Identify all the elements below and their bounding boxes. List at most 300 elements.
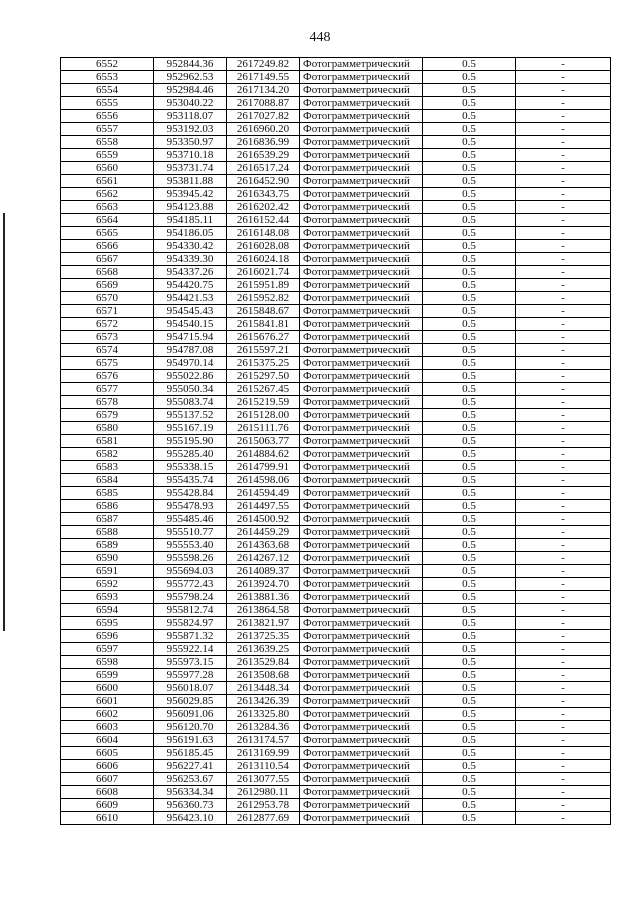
accuracy-cell: 0.5 — [423, 539, 516, 552]
accuracy-cell: 0.5 — [423, 396, 516, 409]
x-coordinate-cell: 954420.75 — [154, 279, 227, 292]
point-number-cell: 6556 — [61, 110, 154, 123]
x-coordinate-cell: 954330.42 — [154, 240, 227, 253]
y-coordinate-cell: 2615848.67 — [227, 305, 300, 318]
method-cell: Фотограмметрический — [300, 630, 423, 643]
note-cell: - — [516, 721, 611, 734]
x-coordinate-cell: 956227.41 — [154, 760, 227, 773]
method-cell: Фотограмметрический — [300, 214, 423, 227]
accuracy-cell: 0.5 — [423, 682, 516, 695]
y-coordinate-cell: 2615841.81 — [227, 318, 300, 331]
point-number-cell: 6553 — [61, 71, 154, 84]
accuracy-cell: 0.5 — [423, 383, 516, 396]
y-coordinate-cell: 2614459.29 — [227, 526, 300, 539]
y-coordinate-cell: 2615297.50 — [227, 370, 300, 383]
method-cell: Фотограмметрический — [300, 110, 423, 123]
note-cell: - — [516, 318, 611, 331]
table-row — [61, 409, 611, 422]
method-cell: Фотограмметрический — [300, 552, 423, 565]
table-row — [61, 708, 611, 721]
table-row — [61, 97, 611, 110]
point-number-cell: 6599 — [61, 669, 154, 682]
method-cell: Фотограмметрический — [300, 656, 423, 669]
method-cell: Фотограмметрический — [300, 383, 423, 396]
accuracy-cell: 0.5 — [423, 786, 516, 799]
accuracy-cell: 0.5 — [423, 201, 516, 214]
x-coordinate-cell: 955435.74 — [154, 474, 227, 487]
table-row — [61, 591, 611, 604]
note-cell: - — [516, 305, 611, 318]
method-cell: Фотограмметрический — [300, 123, 423, 136]
table-row — [61, 461, 611, 474]
accuracy-cell: 0.5 — [423, 227, 516, 240]
accuracy-cell: 0.5 — [423, 487, 516, 500]
point-number-cell: 6580 — [61, 422, 154, 435]
table-row — [61, 214, 611, 227]
point-number-cell: 6555 — [61, 97, 154, 110]
x-coordinate-cell: 955694.03 — [154, 565, 227, 578]
point-number-cell: 6582 — [61, 448, 154, 461]
method-cell: Фотограмметрический — [300, 162, 423, 175]
table-row — [61, 149, 611, 162]
x-coordinate-cell: 956091.06 — [154, 708, 227, 721]
note-cell: - — [516, 175, 611, 188]
method-cell: Фотограмметрический — [300, 227, 423, 240]
note-cell: - — [516, 682, 611, 695]
note-cell: - — [516, 552, 611, 565]
point-number-cell: 6605 — [61, 747, 154, 760]
table-row — [61, 162, 611, 175]
table-row — [61, 539, 611, 552]
table-row — [61, 136, 611, 149]
point-number-cell: 6563 — [61, 201, 154, 214]
y-coordinate-cell: 2614363.68 — [227, 539, 300, 552]
point-number-cell: 6564 — [61, 214, 154, 227]
y-coordinate-cell: 2613529.84 — [227, 656, 300, 669]
x-coordinate-cell: 954545.43 — [154, 305, 227, 318]
table-row — [61, 799, 611, 812]
y-coordinate-cell: 2615128.00 — [227, 409, 300, 422]
method-cell: Фотограмметрический — [300, 617, 423, 630]
note-cell: - — [516, 474, 611, 487]
x-coordinate-cell: 956423.10 — [154, 812, 227, 825]
accuracy-cell: 0.5 — [423, 370, 516, 383]
point-number-cell: 6601 — [61, 695, 154, 708]
note-cell: - — [516, 58, 611, 71]
x-coordinate-cell: 956029.85 — [154, 695, 227, 708]
accuracy-cell: 0.5 — [423, 734, 516, 747]
note-cell: - — [516, 97, 611, 110]
method-cell: Фотограмметрический — [300, 370, 423, 383]
method-cell: Фотограмметрический — [300, 201, 423, 214]
note-cell: - — [516, 409, 611, 422]
note-cell: - — [516, 773, 611, 786]
accuracy-cell: 0.5 — [423, 591, 516, 604]
accuracy-cell: 0.5 — [423, 188, 516, 201]
method-cell: Фотограмметрический — [300, 565, 423, 578]
x-coordinate-cell: 953192.03 — [154, 123, 227, 136]
accuracy-cell: 0.5 — [423, 136, 516, 149]
x-coordinate-cell: 955772.43 — [154, 578, 227, 591]
table-row — [61, 58, 611, 71]
point-number-cell: 6574 — [61, 344, 154, 357]
method-cell: Фотограмметрический — [300, 643, 423, 656]
method-cell: Фотограмметрический — [300, 708, 423, 721]
table-row — [61, 318, 611, 331]
point-number-cell: 6590 — [61, 552, 154, 565]
method-cell: Фотограмметрический — [300, 305, 423, 318]
accuracy-cell: 0.5 — [423, 565, 516, 578]
y-coordinate-cell: 2615951.89 — [227, 279, 300, 292]
note-cell: - — [516, 760, 611, 773]
table-row — [61, 721, 611, 734]
point-number-cell: 6573 — [61, 331, 154, 344]
y-coordinate-cell: 2616021.74 — [227, 266, 300, 279]
method-cell: Фотограмметрический — [300, 539, 423, 552]
table-row — [61, 513, 611, 526]
y-coordinate-cell: 2613169.99 — [227, 747, 300, 760]
accuracy-cell: 0.5 — [423, 292, 516, 305]
accuracy-cell: 0.5 — [423, 110, 516, 123]
method-cell: Фотограмметрический — [300, 500, 423, 513]
accuracy-cell: 0.5 — [423, 422, 516, 435]
accuracy-cell: 0.5 — [423, 721, 516, 734]
x-coordinate-cell: 955598.26 — [154, 552, 227, 565]
point-number-cell: 6575 — [61, 357, 154, 370]
table-row — [61, 630, 611, 643]
table-row — [61, 656, 611, 669]
method-cell: Фотограмметрический — [300, 526, 423, 539]
point-number-cell: 6578 — [61, 396, 154, 409]
note-cell: - — [516, 136, 611, 149]
y-coordinate-cell: 2615597.21 — [227, 344, 300, 357]
y-coordinate-cell: 2615375.25 — [227, 357, 300, 370]
method-cell: Фотограмметрический — [300, 461, 423, 474]
point-number-cell: 6552 — [61, 58, 154, 71]
point-number-cell: 6597 — [61, 643, 154, 656]
point-number-cell: 6561 — [61, 175, 154, 188]
point-number-cell: 6595 — [61, 617, 154, 630]
table-row — [61, 786, 611, 799]
table-row — [61, 344, 611, 357]
point-number-cell: 6591 — [61, 565, 154, 578]
accuracy-cell: 0.5 — [423, 799, 516, 812]
table-row — [61, 617, 611, 630]
table-row — [61, 812, 611, 825]
method-cell: Фотограмметрический — [300, 513, 423, 526]
method-cell: Фотограмметрический — [300, 266, 423, 279]
table-row — [61, 565, 611, 578]
x-coordinate-cell: 953945.42 — [154, 188, 227, 201]
y-coordinate-cell: 2613821.97 — [227, 617, 300, 630]
point-number-cell: 6559 — [61, 149, 154, 162]
y-coordinate-cell: 2614267.12 — [227, 552, 300, 565]
y-coordinate-cell: 2615219.59 — [227, 396, 300, 409]
note-cell: - — [516, 149, 611, 162]
table-row — [61, 175, 611, 188]
point-number-cell: 6584 — [61, 474, 154, 487]
method-cell: Фотограмметрический — [300, 357, 423, 370]
accuracy-cell: 0.5 — [423, 175, 516, 188]
x-coordinate-cell: 955922.14 — [154, 643, 227, 656]
accuracy-cell: 0.5 — [423, 448, 516, 461]
x-coordinate-cell: 955167.19 — [154, 422, 227, 435]
x-coordinate-cell: 953710.18 — [154, 149, 227, 162]
note-cell: - — [516, 500, 611, 513]
x-coordinate-cell: 954339.30 — [154, 253, 227, 266]
point-number-cell: 6608 — [61, 786, 154, 799]
point-number-cell: 6565 — [61, 227, 154, 240]
method-cell: Фотограмметрический — [300, 331, 423, 344]
point-number-cell: 6570 — [61, 292, 154, 305]
point-number-cell: 6579 — [61, 409, 154, 422]
x-coordinate-cell: 955338.15 — [154, 461, 227, 474]
x-coordinate-cell: 953350.97 — [154, 136, 227, 149]
point-number-cell: 6581 — [61, 435, 154, 448]
x-coordinate-cell: 954123.88 — [154, 201, 227, 214]
note-cell: - — [516, 786, 611, 799]
x-coordinate-cell: 956120.70 — [154, 721, 227, 734]
x-coordinate-cell: 953731.74 — [154, 162, 227, 175]
point-number-cell: 6603 — [61, 721, 154, 734]
y-coordinate-cell: 2616152.44 — [227, 214, 300, 227]
method-cell: Фотограмметрический — [300, 344, 423, 357]
point-number-cell: 6567 — [61, 253, 154, 266]
x-coordinate-cell: 956191.63 — [154, 734, 227, 747]
scan-edge-mark — [3, 213, 5, 631]
accuracy-cell: 0.5 — [423, 123, 516, 136]
x-coordinate-cell: 954421.53 — [154, 292, 227, 305]
accuracy-cell: 0.5 — [423, 266, 516, 279]
y-coordinate-cell: 2616202.42 — [227, 201, 300, 214]
table-row — [61, 84, 611, 97]
accuracy-cell: 0.5 — [423, 331, 516, 344]
table-row — [61, 526, 611, 539]
note-cell: - — [516, 214, 611, 227]
method-cell: Фотограмметрический — [300, 747, 423, 760]
x-coordinate-cell: 952962.53 — [154, 71, 227, 84]
y-coordinate-cell: 2615676.27 — [227, 331, 300, 344]
accuracy-cell: 0.5 — [423, 630, 516, 643]
accuracy-cell: 0.5 — [423, 812, 516, 825]
y-coordinate-cell: 2614884.62 — [227, 448, 300, 461]
point-number-cell: 6557 — [61, 123, 154, 136]
method-cell: Фотограмметрический — [300, 240, 423, 253]
point-number-cell: 6577 — [61, 383, 154, 396]
accuracy-cell: 0.5 — [423, 474, 516, 487]
table-row — [61, 357, 611, 370]
accuracy-cell: 0.5 — [423, 253, 516, 266]
note-cell: - — [516, 253, 611, 266]
table-row — [61, 695, 611, 708]
y-coordinate-cell: 2612953.78 — [227, 799, 300, 812]
point-number-cell: 6607 — [61, 773, 154, 786]
x-coordinate-cell: 955798.24 — [154, 591, 227, 604]
y-coordinate-cell: 2614497.55 — [227, 500, 300, 513]
x-coordinate-cell: 954715.94 — [154, 331, 227, 344]
method-cell: Фотограмметрический — [300, 448, 423, 461]
table-row — [61, 747, 611, 760]
accuracy-cell: 0.5 — [423, 97, 516, 110]
note-cell: - — [516, 487, 611, 500]
table-row — [61, 474, 611, 487]
y-coordinate-cell: 2613284.36 — [227, 721, 300, 734]
note-cell: - — [516, 266, 611, 279]
accuracy-cell: 0.5 — [423, 344, 516, 357]
note-cell: - — [516, 747, 611, 760]
x-coordinate-cell: 954787.08 — [154, 344, 227, 357]
x-coordinate-cell: 955195.90 — [154, 435, 227, 448]
accuracy-cell: 0.5 — [423, 526, 516, 539]
coordinates-table-body — [61, 58, 611, 825]
note-cell: - — [516, 656, 611, 669]
note-cell: - — [516, 578, 611, 591]
point-number-cell: 6594 — [61, 604, 154, 617]
accuracy-cell: 0.5 — [423, 643, 516, 656]
accuracy-cell: 0.5 — [423, 500, 516, 513]
x-coordinate-cell: 955022.86 — [154, 370, 227, 383]
point-number-cell: 6600 — [61, 682, 154, 695]
y-coordinate-cell: 2616452.90 — [227, 175, 300, 188]
table-row — [61, 760, 611, 773]
note-cell: - — [516, 604, 611, 617]
table-row — [61, 604, 611, 617]
x-coordinate-cell: 955510.77 — [154, 526, 227, 539]
note-cell: - — [516, 240, 611, 253]
method-cell: Фотограмметрический — [300, 682, 423, 695]
x-coordinate-cell: 955428.84 — [154, 487, 227, 500]
note-cell: - — [516, 565, 611, 578]
x-coordinate-cell: 955871.32 — [154, 630, 227, 643]
table-row — [61, 396, 611, 409]
x-coordinate-cell: 955553.40 — [154, 539, 227, 552]
table-row — [61, 643, 611, 656]
x-coordinate-cell: 955050.34 — [154, 383, 227, 396]
method-cell: Фотограмметрический — [300, 474, 423, 487]
y-coordinate-cell: 2616028.08 — [227, 240, 300, 253]
accuracy-cell: 0.5 — [423, 149, 516, 162]
note-cell: - — [516, 591, 611, 604]
y-coordinate-cell: 2616148.08 — [227, 227, 300, 240]
method-cell: Фотограмметрический — [300, 721, 423, 734]
x-coordinate-cell: 954185.11 — [154, 214, 227, 227]
point-number-cell: 6560 — [61, 162, 154, 175]
method-cell: Фотограмметрический — [300, 396, 423, 409]
x-coordinate-cell: 954540.15 — [154, 318, 227, 331]
point-number-cell: 6592 — [61, 578, 154, 591]
x-coordinate-cell: 955824.97 — [154, 617, 227, 630]
method-cell: Фотограмметрический — [300, 760, 423, 773]
point-number-cell: 6606 — [61, 760, 154, 773]
x-coordinate-cell: 955137.52 — [154, 409, 227, 422]
point-number-cell: 6588 — [61, 526, 154, 539]
point-number-cell: 6558 — [61, 136, 154, 149]
y-coordinate-cell: 2615267.45 — [227, 383, 300, 396]
y-coordinate-cell: 2617249.82 — [227, 58, 300, 71]
note-cell: - — [516, 799, 611, 812]
note-cell: - — [516, 422, 611, 435]
table-row — [61, 279, 611, 292]
method-cell: Фотограмметрический — [300, 422, 423, 435]
note-cell: - — [516, 695, 611, 708]
table-row — [61, 227, 611, 240]
y-coordinate-cell: 2613508.68 — [227, 669, 300, 682]
table-row — [61, 669, 611, 682]
point-number-cell: 6587 — [61, 513, 154, 526]
accuracy-cell: 0.5 — [423, 552, 516, 565]
note-cell: - — [516, 526, 611, 539]
y-coordinate-cell: 2613325.80 — [227, 708, 300, 721]
method-cell: Фотограмметрический — [300, 734, 423, 747]
method-cell: Фотограмметрический — [300, 71, 423, 84]
table-row — [61, 201, 611, 214]
method-cell: Фотограмметрический — [300, 799, 423, 812]
method-cell: Фотограмметрический — [300, 786, 423, 799]
note-cell: - — [516, 461, 611, 474]
y-coordinate-cell: 2615063.77 — [227, 435, 300, 448]
note-cell: - — [516, 227, 611, 240]
x-coordinate-cell: 955973.15 — [154, 656, 227, 669]
note-cell: - — [516, 448, 611, 461]
y-coordinate-cell: 2617149.55 — [227, 71, 300, 84]
x-coordinate-cell: 952844.36 — [154, 58, 227, 71]
y-coordinate-cell: 2617134.20 — [227, 84, 300, 97]
accuracy-cell: 0.5 — [423, 669, 516, 682]
point-number-cell: 6593 — [61, 591, 154, 604]
x-coordinate-cell: 954337.26 — [154, 266, 227, 279]
x-coordinate-cell: 956018.07 — [154, 682, 227, 695]
accuracy-cell: 0.5 — [423, 461, 516, 474]
note-cell: - — [516, 643, 611, 656]
x-coordinate-cell: 953040.22 — [154, 97, 227, 110]
table-row — [61, 682, 611, 695]
x-coordinate-cell: 956253.67 — [154, 773, 227, 786]
note-cell: - — [516, 292, 611, 305]
y-coordinate-cell: 2617027.82 — [227, 110, 300, 123]
note-cell: - — [516, 513, 611, 526]
table-row — [61, 487, 611, 500]
method-cell: Фотограмметрический — [300, 188, 423, 201]
note-cell: - — [516, 812, 611, 825]
y-coordinate-cell: 2616024.18 — [227, 253, 300, 266]
accuracy-cell: 0.5 — [423, 71, 516, 84]
method-cell: Фотограмметрический — [300, 318, 423, 331]
y-coordinate-cell: 2614500.92 — [227, 513, 300, 526]
method-cell: Фотограмметрический — [300, 812, 423, 825]
point-number-cell: 6598 — [61, 656, 154, 669]
note-cell: - — [516, 370, 611, 383]
y-coordinate-cell: 2613174.57 — [227, 734, 300, 747]
accuracy-cell: 0.5 — [423, 318, 516, 331]
accuracy-cell: 0.5 — [423, 162, 516, 175]
note-cell: - — [516, 617, 611, 630]
accuracy-cell: 0.5 — [423, 58, 516, 71]
method-cell: Фотограмметрический — [300, 292, 423, 305]
accuracy-cell: 0.5 — [423, 695, 516, 708]
y-coordinate-cell: 2616517.24 — [227, 162, 300, 175]
accuracy-cell: 0.5 — [423, 617, 516, 630]
note-cell: - — [516, 383, 611, 396]
point-number-cell: 6596 — [61, 630, 154, 643]
method-cell: Фотограмметрический — [300, 253, 423, 266]
table-row — [61, 383, 611, 396]
x-coordinate-cell: 956360.73 — [154, 799, 227, 812]
y-coordinate-cell: 2616960.20 — [227, 123, 300, 136]
note-cell: - — [516, 734, 611, 747]
x-coordinate-cell: 953811.88 — [154, 175, 227, 188]
y-coordinate-cell: 2614089.37 — [227, 565, 300, 578]
method-cell: Фотограмметрический — [300, 578, 423, 591]
